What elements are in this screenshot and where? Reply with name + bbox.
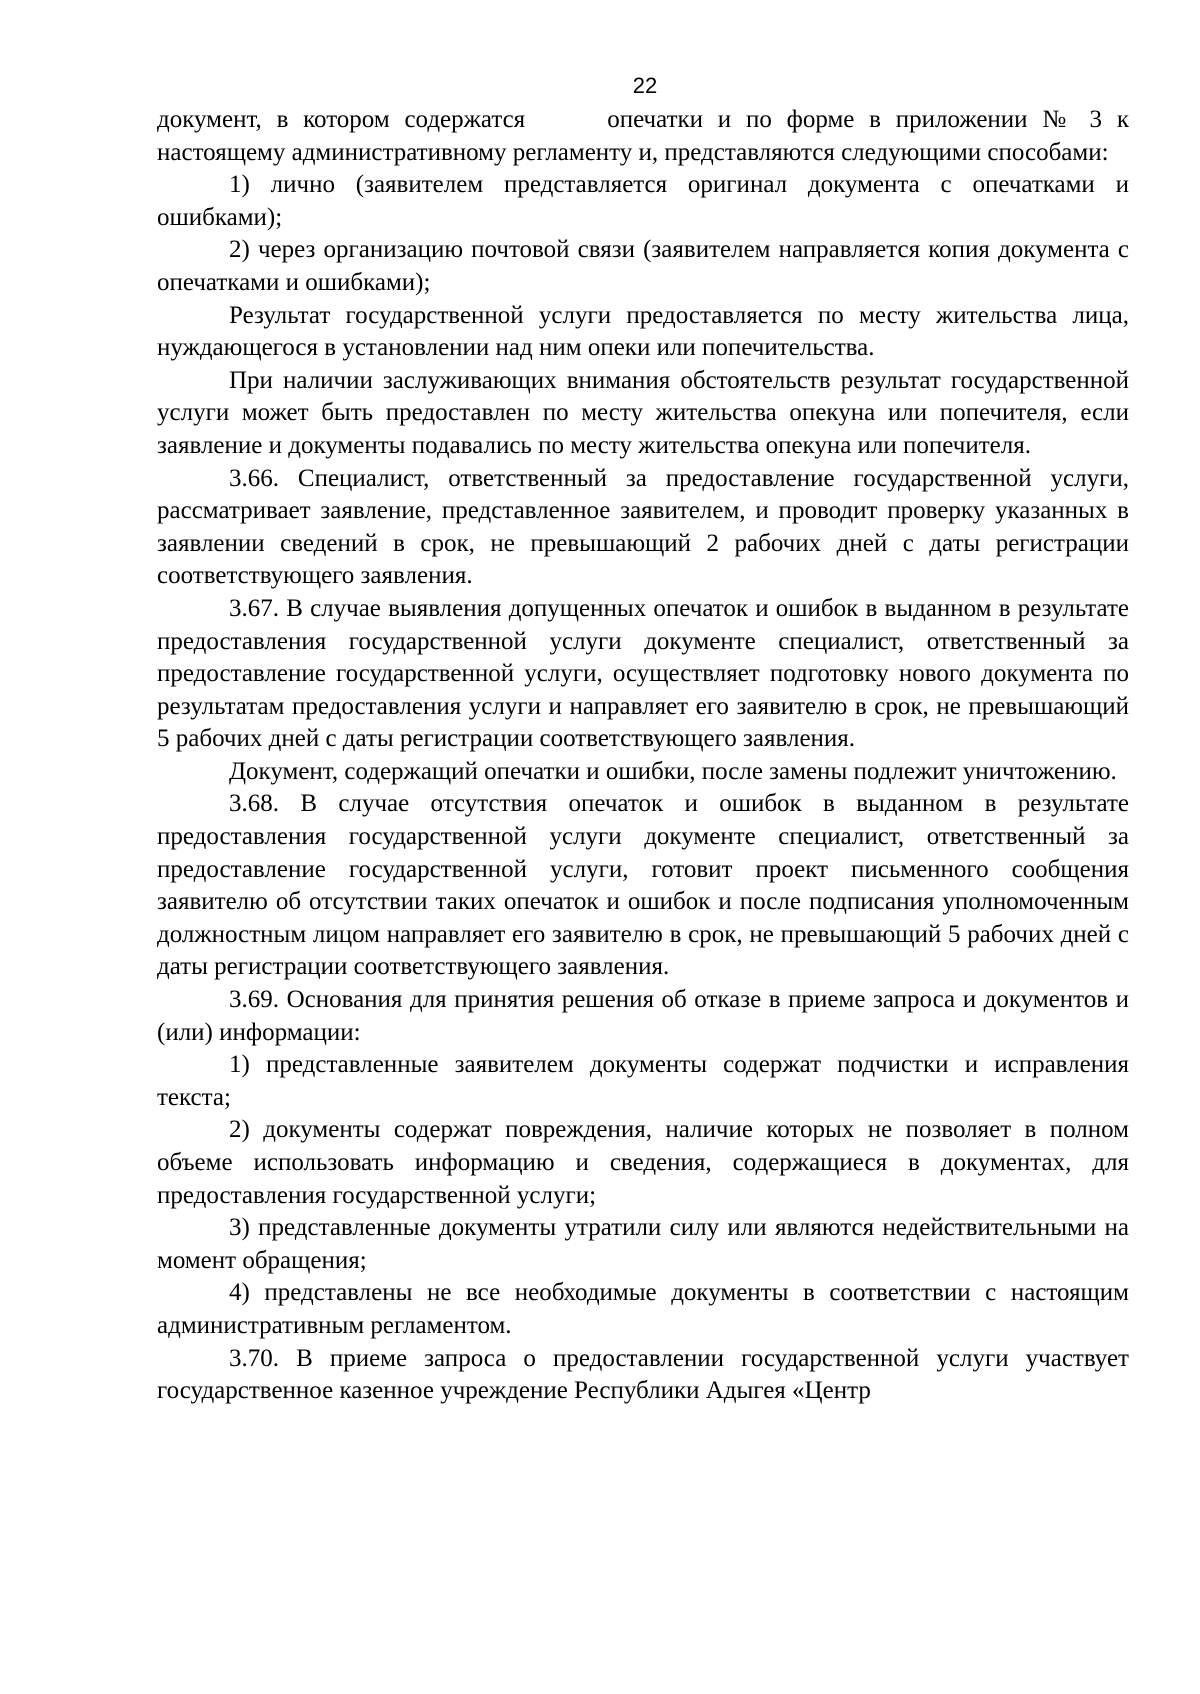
paragraph-destruction: Документ, содержащий опечатки и ошибки, после замены подлежит уничтожению. <box>229 757 1117 785</box>
list-item-postal: 2) через организацию почтовой связи (заявителем направляется копия документа с опечатками и ошибками); <box>157 236 1129 296</box>
clause-3-67: 3.67. В случае выявления допущенных опечаток и ошибок в выданном в результате предоставления государственной услуги документе специалист, ответственный за предоставление государственной услуги, осуществляет подготовку нового документа по результатам предоставления услуги и направляет его заявителю в срок, не превышающий 5 рабочих дней с даты регистрации соответствующего заявления. <box>157 594 1129 753</box>
paragraph-continuation-end: опечатки и по форме в приложении № 3 к настоящему административному регламенту и, представляются следующими способами: <box>157 106 1129 166</box>
clause-3-66: 3.66. Специалист, ответственный за предоставление государственной услуги, рассматривает заявление, представленное заявителем, и проводит проверку указанных в заявлении сведений в срок, не превышающий 2 рабочих дней с даты регистрации соответствующего заявления. <box>157 464 1129 590</box>
clause-3-69: 3.69. Основания для принятия решения об отказе в приеме запроса и документов и (или) информации: <box>157 986 1129 1046</box>
refusal-ground-3: 3) представленные документы утратили силу или являются недействительными на момент обращения; <box>157 1214 1129 1274</box>
refusal-ground-1: 1) представленные заявителем документы содержат подчистки и исправления текста; <box>157 1051 1129 1111</box>
clause-3-68: 3.68. В случае отсутствия опечаток и ошибок в выданном в результате предоставления государственной услуги документе специалист, ответственный за предоставление государственной услуги, готовит проект письменного сообщения заявителю об отсутствии таких опечаток и ошибок и после подписания уполномоченным должностным лицом направляет его заявителю в срок, не превышающий 5 рабочих дней с даты регистрации соответствующего заявления. <box>157 790 1129 981</box>
refusal-ground-4: 4) представлены не все необходимые документы в соответствии с настоящим административным регламентом. <box>157 1279 1129 1339</box>
paragraph-continuation-start: документ, в котором содержатся <box>157 106 526 133</box>
paragraph-result-place: Результат государственной услуги предоставляется по месту жительства лица, нуждающегося в установлении над ним опеки или попечительства. <box>157 301 1129 362</box>
list-item-in-person: 1) лично (заявителем представляется оригинал документа с опечатками и ошибками); <box>157 171 1129 231</box>
refusal-ground-2: 2) документы содержат повреждения, наличие которых не позволяет в полном объеме использовать информацию и сведения, содержащиеся в документах, для предоставления государственной услуги; <box>157 1116 1129 1209</box>
clause-3-70: 3.70. В приеме запроса о предоставлении государственной услуги участвует государственное казенное учреждение Республики Адыгея «Центр <box>157 1344 1129 1405</box>
document-body <box>157 104 1129 1408</box>
page-number: 22 <box>632 73 658 98</box>
paragraph-continuation <box>157 104 1129 169</box>
paragraph-circumstances: При наличии заслуживающих внимания обстоятельств результат государственной услуги может быть предоставлен по месту жительства опекуна или попечителя, если заявление и документы подавались по месту жительства опекуна или попечителя. <box>157 366 1129 459</box>
